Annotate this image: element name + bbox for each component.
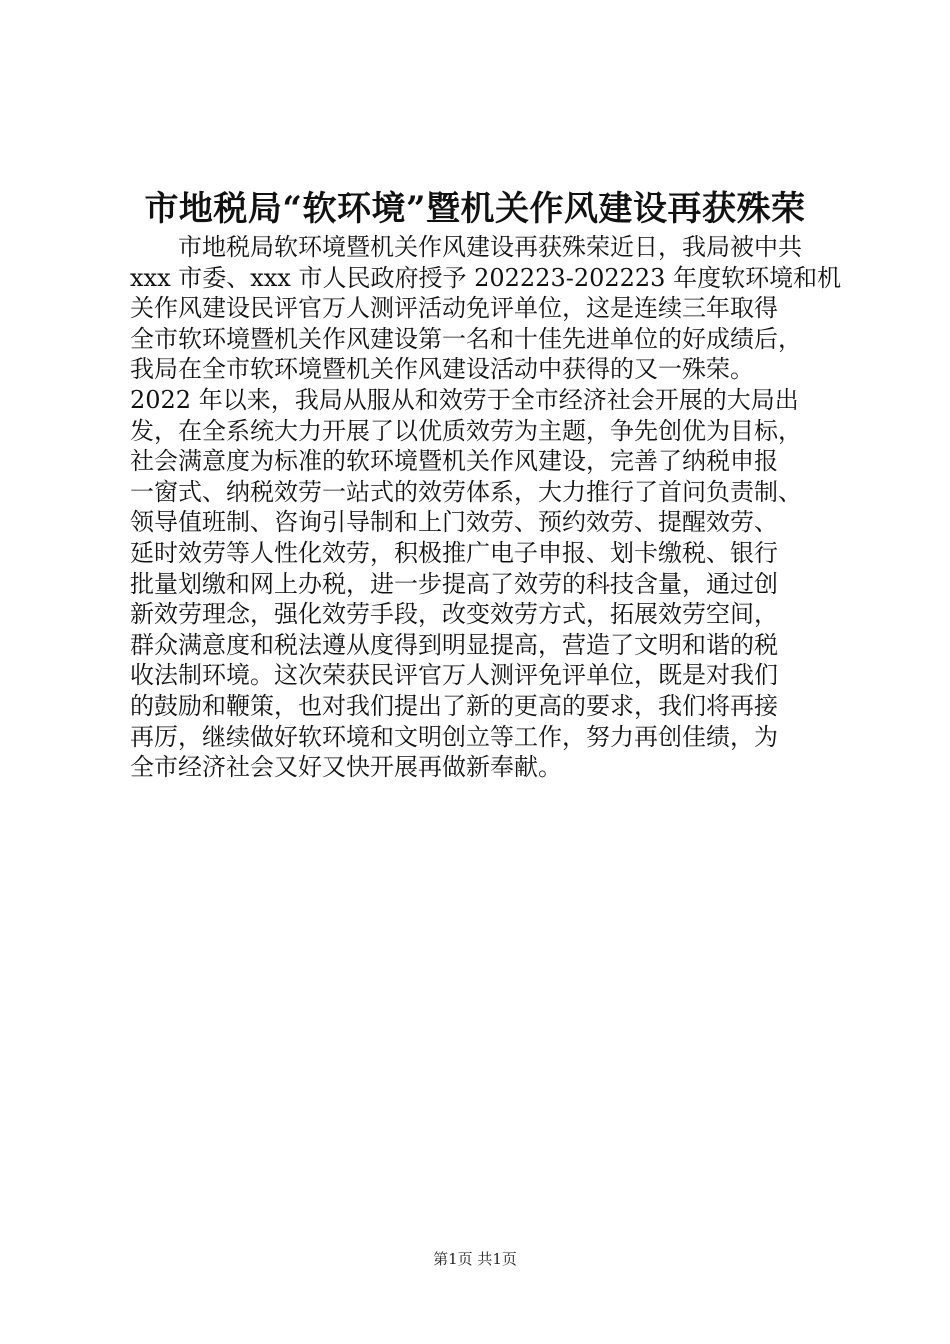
body-line: 一窗式、纳税效劳一站式的效劳体系，大力推行了首问负责制、 <box>130 477 802 506</box>
body-line: 收法制环境。这次荣获民评官万人测评免评单位，既是对我们 <box>130 661 778 690</box>
body-line: 2022 年以来，我局从服从和效劳于全市经济社会开展的大局出 <box>130 385 799 414</box>
body-line: 我局在全市软环境暨机关作风建设活动中获得的又一殊荣。 <box>130 355 754 384</box>
body-line: 社会满意度为标准的软环境暨机关作风建设，完善了纳税申报 <box>130 447 778 476</box>
body-line: 新效劳理念，强化效劳手段，改变效劳方式，拓展效劳空间， <box>130 600 778 629</box>
document-body <box>130 232 842 783</box>
body-line: xxx 市委、xxx 市人民政府授予 202223-202223 年度软环境和机 <box>130 263 842 292</box>
body-line: 批量划缴和网上办税，进一步提高了效劳的科技含量，通过创 <box>130 569 778 598</box>
body-line: 全市软环境暨机关作风建设第一名和十佳先进单位的好成绩后， <box>130 324 802 353</box>
body-line: 再厉，继续做好软环境和文明创立等工作，努力再创佳绩，为 <box>130 722 778 751</box>
body-line: 关作风建设民评官万人测评活动免评单位，这是连续三年取得 <box>130 294 778 323</box>
body-line: 的鼓励和鞭策，也对我们提出了新的更高的要求，我们将再接 <box>130 691 778 720</box>
page-footer: 第1页 共1页 <box>433 1250 517 1268</box>
body-line: 群众满意度和税法遵从度得到明显提高，营造了文明和谐的税 <box>130 630 778 659</box>
body-line: 发，在全系统大力开展了以优质效劳为主题，争先创优为目标， <box>130 416 802 445</box>
body-line: 市地税局软环境暨机关作风建设再获殊荣近日，我局被中共 <box>178 233 802 261</box>
document-title: 市地税局“软环境”暨机关作风建设再获殊荣 <box>144 189 806 229</box>
body-line: 全市经济社会又好又快开展再做新奉献。 <box>130 753 562 782</box>
body-line: 领导值班制、咨询引导制和上门效劳、预约效劳、提醒效劳、 <box>130 508 778 537</box>
body-line: 延时效劳等人性化效劳，积极推广电子申报、划卡缴税、银行 <box>130 538 778 567</box>
